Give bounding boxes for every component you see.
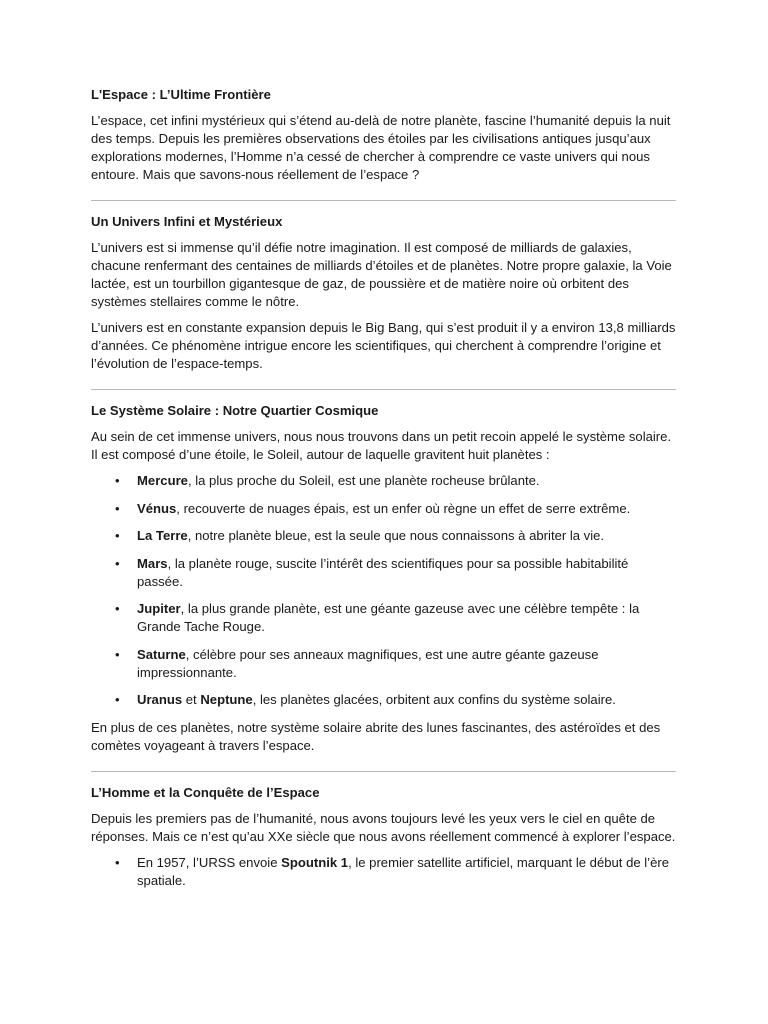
systeme-solaire-outro: En plus de ces planètes, notre système solaire abrite des lunes fascinantes, des astéroïdes et des comètes voyageant à travers l’espace. bbox=[91, 719, 661, 753]
document-title: L'Espace : L’Ultime Frontière bbox=[91, 87, 271, 102]
bullet-icon: • bbox=[115, 601, 120, 616]
planet-name: Vénus bbox=[137, 500, 177, 516]
univers-paragraph-2: L’univers est en constante expansion depuis le Big Bang, qui s’est produit il y a environ 13,8 milliards d’années. Ce phénomène intrigue encore les scientifiques, qui cherchent à comprendre l’origine et l’évolution de l’espace-temps. bbox=[91, 320, 676, 371]
systeme-solaire-intro: Au sein de cet immense univers, nous nous trouvons dans un petit recoin appelé le système solaire. Il est composé d’une étoile, le Soleil, autour de laquelle gravitent huit planètes : bbox=[91, 429, 672, 462]
planet-description: , notre planète bleue, est la seule que nous connaissons à abriter la vie. bbox=[187, 528, 605, 543]
intro-paragraph: L’espace, cet infini mystérieux qui s’étend au-delà de notre planète, fascine l’humanité depuis la nuit des temps. Depuis les premières observations des étoiles par les civilisations antiques jusqu’aux explorations modernes, l’Homme n’a cessé de chercher à comprendre ce vaste univers qui nous entoure. Mais que savons-nous réellement de l’espace ? bbox=[91, 113, 671, 182]
event-text: En 1957, l’URSS envoie bbox=[137, 854, 282, 870]
planet-description: , célèbre pour ses anneaux magnifiques, est une autre géante gazeuse impressionnante. bbox=[137, 646, 599, 680]
list-item bbox=[91, 600, 676, 636]
planet-description: , recouverte de nuages épais, est un enfer où règne un effet de serre extrême. bbox=[176, 500, 631, 516]
planet-name: Jupiter bbox=[137, 601, 181, 616]
section-divider bbox=[91, 200, 676, 201]
list-item bbox=[91, 646, 676, 682]
planet-name: Neptune bbox=[200, 692, 253, 707]
bullet-icon: • bbox=[115, 646, 120, 662]
planet-name: La Terre bbox=[137, 528, 188, 543]
section-heading-systeme-solaire: Le Système Solaire : Notre Quartier Cosmique bbox=[91, 403, 379, 418]
planet-list bbox=[91, 472, 676, 709]
section-heading-univers: Un Univers Infini et Mystérieux bbox=[91, 214, 283, 229]
event-text: , le premier satellite artificiel, marquant le début de l’ère spatiale. bbox=[137, 854, 670, 888]
planet-description: , la plus grande planète, est une géante gazeuse avec une célèbre tempête : la Grande Tache Rouge. bbox=[137, 601, 640, 634]
bullet-icon: • bbox=[115, 528, 120, 543]
planet-name: Uranus bbox=[137, 692, 183, 707]
section-heading-conquete: L’Homme et la Conquête de l’Espace bbox=[91, 784, 320, 800]
list-item bbox=[91, 527, 676, 545]
list-item bbox=[91, 555, 676, 591]
conquete-intro: Depuis les premiers pas de l’humanité, nous avons toujours levé les yeux vers le ciel en quête de réponses. Mais ce n’est qu’au XXe siècle que nous avons réellement commencé à explorer l’espace. bbox=[91, 810, 676, 844]
planet-description: , la planète rouge, suscite l’intérêt des scientifiques pour sa possible habitabilité passée. bbox=[137, 555, 629, 589]
bullet-icon: • bbox=[115, 692, 120, 707]
bullet-icon: • bbox=[115, 500, 120, 516]
event-highlight: Spoutnik 1 bbox=[281, 854, 349, 870]
planet-description: , la plus proche du Soleil, est une planète rocheuse brûlante. bbox=[187, 473, 540, 488]
list-item bbox=[91, 854, 676, 890]
conjunction: et bbox=[182, 692, 201, 707]
planet-name: Saturne bbox=[137, 646, 186, 662]
bullet-icon: • bbox=[115, 555, 120, 571]
list-item bbox=[91, 691, 676, 709]
planet-name: Mars bbox=[137, 555, 168, 571]
section-divider bbox=[91, 771, 676, 772]
list-item bbox=[91, 500, 676, 518]
bullet-icon: • bbox=[115, 473, 120, 488]
list-item bbox=[91, 472, 676, 490]
planet-name: Mercure bbox=[137, 473, 188, 488]
planet-description: , les planètes glacées, orbitent aux confins du système solaire. bbox=[252, 692, 616, 707]
event-list bbox=[91, 854, 676, 890]
univers-paragraph-1: L’univers est si immense qu’il défie notre imagination. Il est composé de milliards de galaxies, chacune renfermant des centaines de milliards d’étoiles et de planètes. Notre propre galaxie, la Voie lactée, est un tourbillon gigantesque de gaz, de poussière et de matière noire où orbitent des systèmes stellaires comme le nôtre. bbox=[91, 240, 672, 309]
section-divider bbox=[91, 389, 676, 390]
bullet-icon: • bbox=[115, 854, 120, 870]
